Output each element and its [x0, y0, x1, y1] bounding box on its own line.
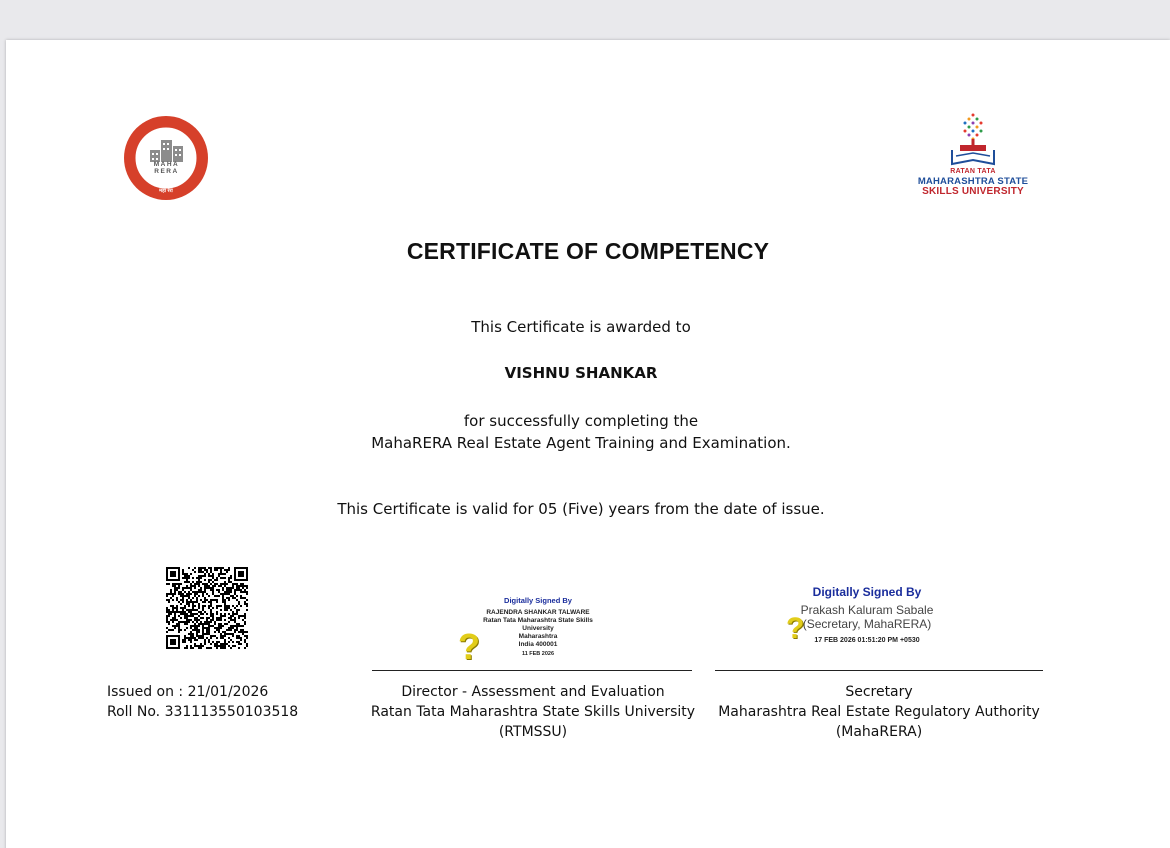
- signature-left-name: RAJENDRA SHANKAR TALWARE: [486, 609, 590, 616]
- description-line1: for successfully completing the: [463, 412, 699, 430]
- signature-line-left: [372, 670, 692, 671]
- rtmssu-logo: [914, 112, 1032, 198]
- rera-logo-text: MAHA RERA: [153, 161, 180, 175]
- signatory-right-role: [706, 682, 1052, 742]
- signature-left-org2: University: [522, 625, 554, 632]
- signature-validity-unknown-icon: ?: [786, 612, 805, 645]
- signatory-right-role-line1: Secretary: [845, 684, 913, 700]
- university-logo-line3: SKILLS UNIVERSITY: [922, 186, 1024, 197]
- qr-code: [166, 567, 248, 649]
- signature-right-label: Digitally Signed By: [812, 585, 922, 599]
- maharera-logo: [122, 114, 210, 202]
- signature-line-right: [715, 670, 1043, 671]
- university-logo-line1: RATAN TATA: [950, 168, 996, 175]
- description-line2: MahaRERA Real Estate Agent Training and Examination.: [371, 434, 791, 452]
- recipient-name: VISHNU SHANKAR: [504, 364, 658, 382]
- rera-logo-bottom-text: महा रेरा: [159, 188, 173, 194]
- signature-left-org1: Ratan Tata Maharashtra State Skills: [483, 617, 593, 624]
- signatory-right-role-line3: (MahaRERA): [835, 724, 923, 740]
- signature-right-name: Prakash Kaluram Sabale: [800, 603, 934, 617]
- signature-left-date: 11 FEB 2026: [521, 651, 555, 657]
- validity-text: This Certificate is valid for 05 (Five) years from the date of issue.: [337, 500, 825, 518]
- university-logo-line2: MAHARASHTRA STATE: [917, 176, 1029, 187]
- signatory-left-role-line3: (RTMSSU): [498, 724, 568, 740]
- signatory-left-role-line2: Ratan Tata Maharashtra State Skills University: [370, 704, 696, 720]
- signature-right-date: 17 FEB 2026 01:51:20 PM +0530: [814, 637, 920, 644]
- signatory-left-role: [362, 682, 704, 742]
- signature-left-org4: India 400001: [518, 641, 558, 648]
- signatory-left-role-line1: Director - Assessment and Evaluation: [401, 684, 665, 700]
- awarded-text: This Certificate is awarded to: [471, 318, 691, 336]
- signature-left-org3: Maharashtra: [518, 633, 558, 640]
- signature-validity-unknown-icon: ?: [458, 626, 480, 667]
- certificate-page: [6, 40, 1170, 848]
- signature-right-designation: (Secretary, MahaRERA): [802, 617, 932, 631]
- signature-left-label: Digitally Signed By: [504, 596, 572, 605]
- signatory-right-role-line2: Maharashtra Real Estate Regulatory Authority: [718, 704, 1040, 720]
- roll-number: Roll No. 331113550103518: [107, 704, 299, 720]
- issue-details: [107, 682, 298, 722]
- issued-on: Issued on : 21/01/2026: [107, 684, 269, 700]
- certificate-title: CERTIFICATE OF COMPETENCY: [406, 238, 770, 264]
